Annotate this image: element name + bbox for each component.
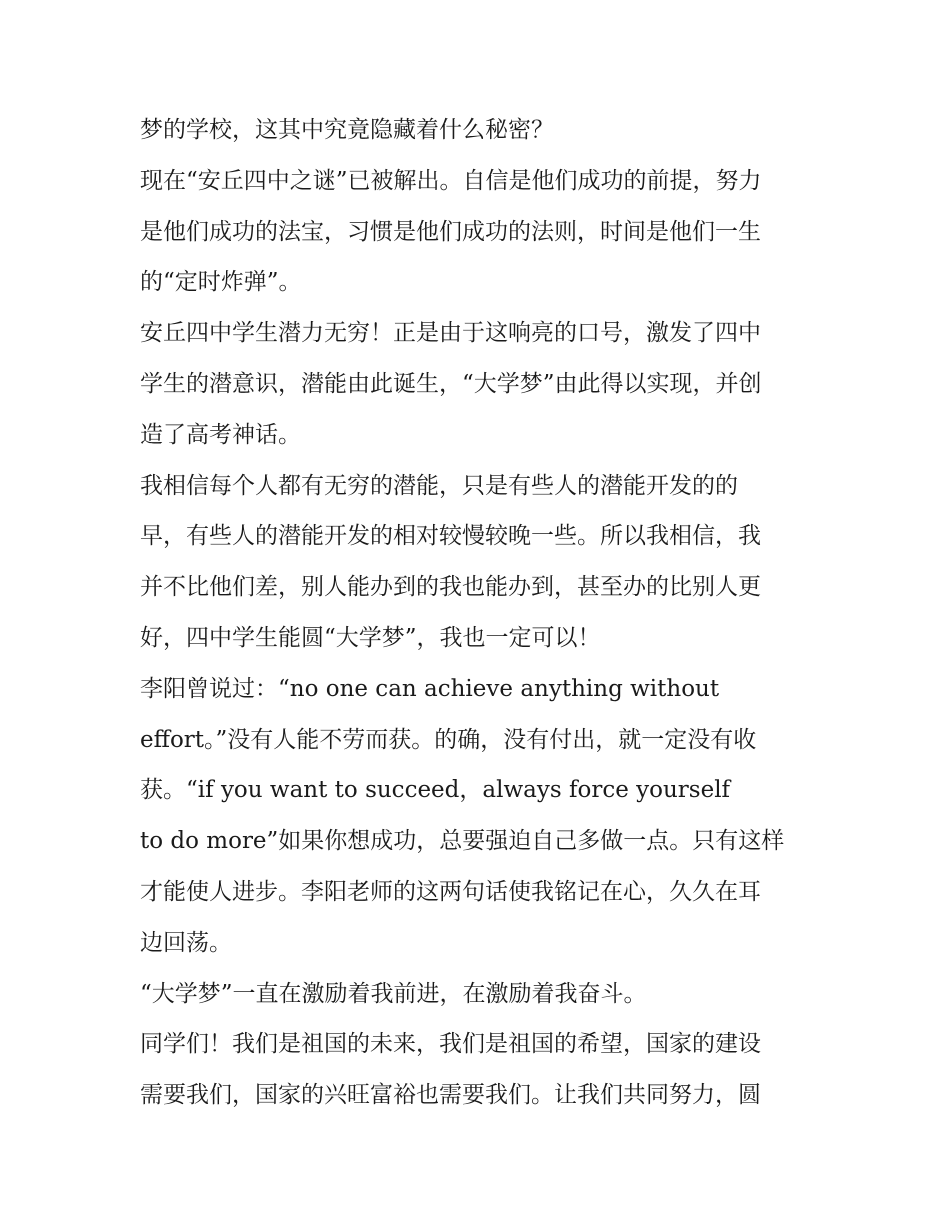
text-line: 我相信每个人都有无穷的潜能，只是有些人的潜能开发的的 (140, 472, 738, 499)
text-line: 才能使人进步。李阳老师的这两句话使我铭记在心，久久在耳 (140, 878, 761, 905)
text-line: 安丘四中学生潜力无穷！正是由于这响亮的口号，激发了四中 (140, 320, 761, 347)
text-line: 需要我们，国家的兴旺富裕也需要我们。让我们共同努力，圆 (140, 1082, 761, 1109)
body-text (140, 105, 815, 1121)
text-line: 学生的潜意识，潜能由此诞生，“大学梦”由此得以实现，并创 (140, 370, 762, 397)
text-line: 并不比他们差，别人能办到的我也能办到，甚至办的比别人更 (140, 574, 761, 601)
text-line: 的“定时炸弹”。 (140, 269, 302, 296)
text-line: 现在“安丘四中之谜”已被解出。自信是他们成功的前提，努力 (140, 167, 762, 194)
text-line: 同学们！我们是祖国的未来，我们是祖国的希望，国家的建设 (140, 1031, 761, 1058)
text-line: 早，有些人的潜能开发的相对较慢较晚一些。所以我相信，我 (140, 523, 761, 550)
text-line: 获。“if you want to succeed，always force yourself (140, 777, 731, 804)
text-line: effort。”没有人能不劳而获。的确，没有付出，就一定没有收 (140, 726, 757, 753)
text-line: 李阳曾说过：“no one can achieve anything without (140, 675, 720, 702)
text-line: 梦的学校，这其中究竟隐藏着什么秘密？ (140, 117, 554, 143)
text-line: 是他们成功的法宝，习惯是他们成功的法则，时间是他们一生 (140, 218, 761, 245)
text-line: 好，四中学生能圆“大学梦”，我也一定可以！ (140, 624, 601, 651)
text-line: “大学梦”一直在激励着我前进，在激励着我奋斗。 (140, 980, 647, 1007)
text-line: 边回荡。 (140, 929, 232, 956)
text-line: to do more”如果你想成功，总要强迫自己多做一点。只有这样 (140, 828, 785, 855)
text-line: 造了高考神话。 (140, 421, 301, 448)
